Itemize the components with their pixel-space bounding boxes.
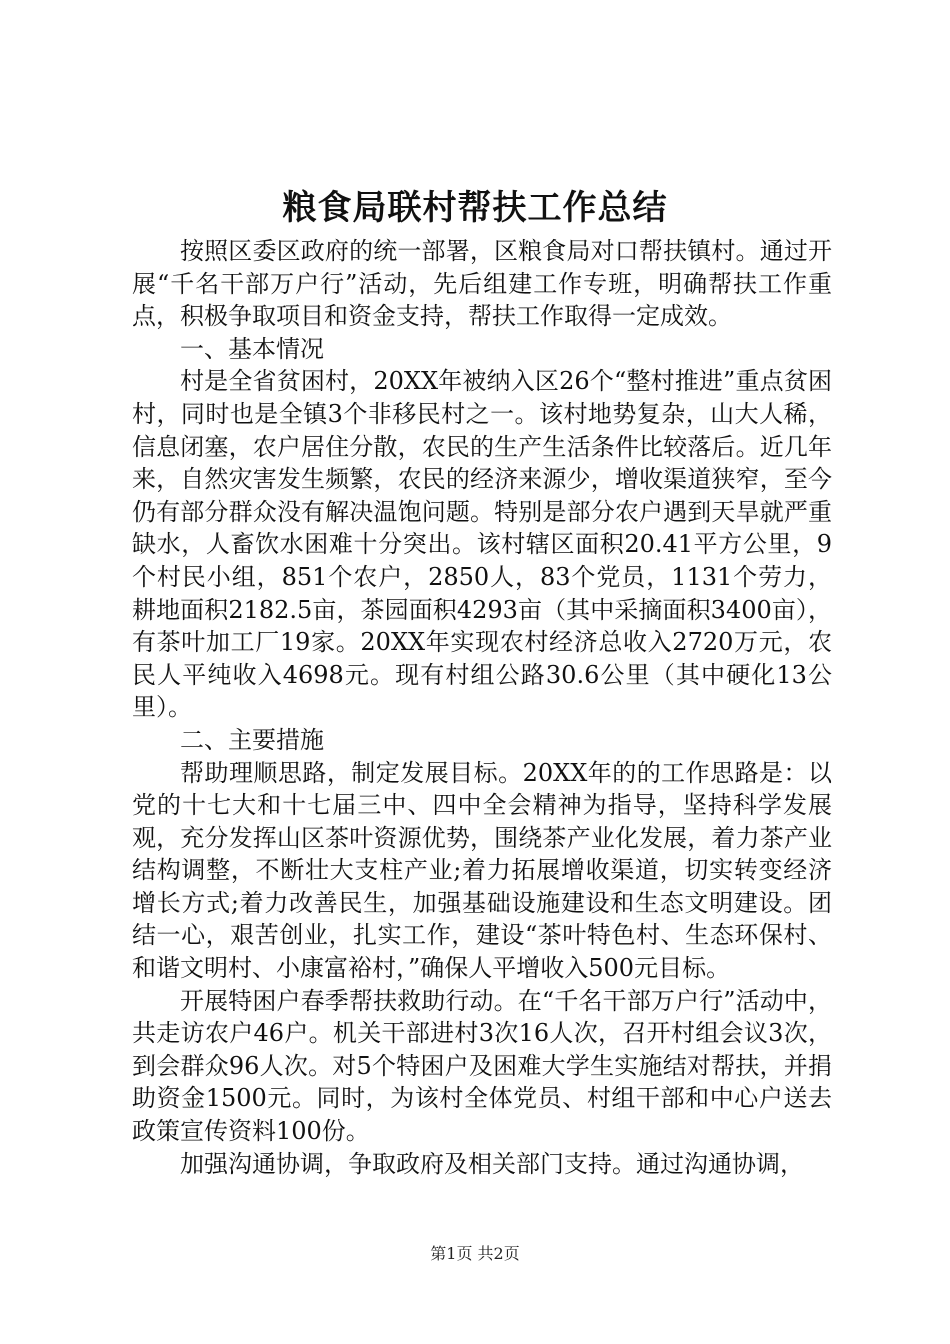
section-heading-basic-situation: 一、基本情况 (180, 334, 324, 363)
section-heading-main-measures: 二、主要措施 (180, 725, 324, 754)
document-title: 粮食局联村帮扶工作总结 (282, 188, 668, 228)
paragraph-intro: 按照区委区政府的统一部署，区粮食局对口帮扶镇村。通过开展“千名干部万户行”活动，先后组建工作专班，明确帮扶工作重点，积极争取项目和资金支持，帮扶工作取得一定成效。 (132, 237, 832, 331)
paragraph-measure-assistance: 开展特困户春季帮扶救助行动。在“千名干部万户行”活动中，共走访农户46户。机关干部进村3次16人次，召开村组会议3次，到会群众96人次。对5个特困户及困难大学生实施结对帮扶，并捐助资金1500元。同时，为该村全体党员、村组干部和中心户送去政策宣传资料100份。 (132, 986, 832, 1146)
paragraph-basic-situation: 村是全省贫困村，20XX年被纳入区26个“整村推进”重点贫困村，同时也是全镇3个非移民村之一。该村地势复杂，山大人稀，信息闭塞，农户居住分散，农民的生产生活条件比较落后。近几年来，自然灾害发生频繁，农民的经济来源少，增收渠道狭窄，至今仍有部分群众没有解决温饱问题。特别是部分农户遇到天旱就严重缺水，人畜饮水困难十分突出。该村辖区面积20.41平方公里，9个村民小组，851个农户，2850人，83个党员，1131个劳力，耕地面积2182.5亩，茶园面积4293亩（其中采摘面积3400亩），有茶叶加工厂19家。20XX年实现农村经济总收入2720万元，农民人平纯收入4698元。现有村组公路30.6公里（其中硬化13公里）。 (132, 367, 832, 722)
paragraph-measure-goals: 帮助理顺思路，制定发展目标。20XX年的的工作思路是：以党的十七大和十七届三中、四中全会精神为指导，坚持科学发展观，充分发挥山区茶叶资源优势，围绕茶产业化发展，着力茶产业结构调整，不断壮大支柱产业;着力拓展增收渠道，切实转变经济增长方式;着力改善民生，加强基础设施建设和生态文明建设。团结一心，艰苦创业，扎实工作，建设“茶叶特色村、生态环保村、和谐文明村、小康富裕村，”确保人平增收入500元目标。 (132, 758, 832, 983)
page-footer: 第1页 共2页 (430, 1244, 520, 1263)
document-body (132, 235, 832, 1180)
paragraph-measure-coordination: 加强沟通协调，争取政府及相关部门支持。通过沟通协调， (180, 1149, 804, 1178)
